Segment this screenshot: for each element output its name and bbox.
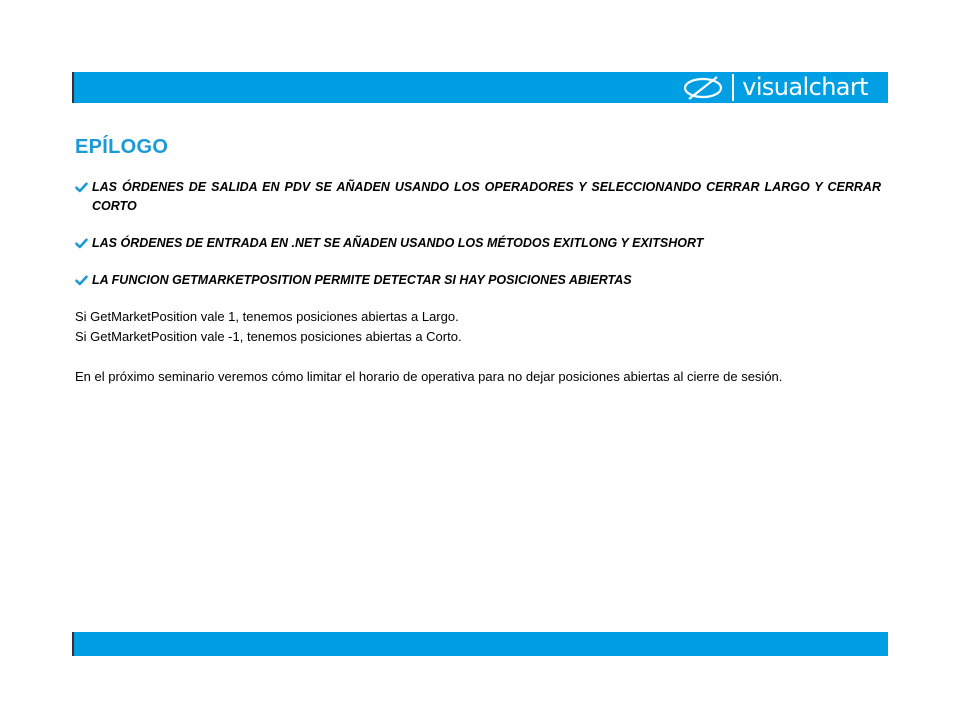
check-icon	[75, 238, 88, 249]
paragraph-spacer	[75, 347, 881, 367]
footer-bar	[72, 632, 888, 656]
logo	[680, 74, 868, 101]
slide-title: EPÍLOGO	[75, 136, 169, 158]
paragraph-short-position: Si GetMarketPosition vale -1, tenemos posiciones abiertas a Corto.	[75, 329, 462, 344]
bullet-list	[75, 178, 881, 290]
check-icon	[75, 275, 88, 286]
paragraph-long-position: Si GetMarketPosition vale 1, tenemos posiciones abiertas a Largo.	[75, 309, 459, 324]
logo-text: visualchart	[742, 73, 868, 101]
bullet-item	[75, 271, 881, 290]
check-icon	[75, 182, 88, 193]
paragraph-next-seminar: En el próximo seminario veremos cómo limitar el horario de operativa para no dejar posiciones abiertas al cierre de sesión.	[75, 369, 783, 384]
bullet-text: LAS ÓRDENES DE SALIDA EN PDV SE AÑADEN USANDO LOS OPERADORES Y SELECCIONANDO CERRAR LARGO Y CERRAR CORTO	[92, 180, 881, 213]
bullet-text: LA FUNCION GETMARKETPOSITION PERMITE DETECTAR SI HAY POSICIONES ABIERTAS	[92, 273, 632, 287]
bullet-text: LAS ÓRDENES DE ENTRADA EN .NET SE AÑADEN USANDO LOS MÉTODOS EXITLONG Y EXITSHORT	[92, 236, 704, 250]
slide-content	[75, 134, 881, 387]
visualchart-logo-icon	[680, 75, 726, 101]
bullet-item	[75, 178, 881, 216]
header-bar	[72, 72, 888, 103]
bullet-item	[75, 234, 881, 253]
logo-divider	[732, 74, 734, 101]
